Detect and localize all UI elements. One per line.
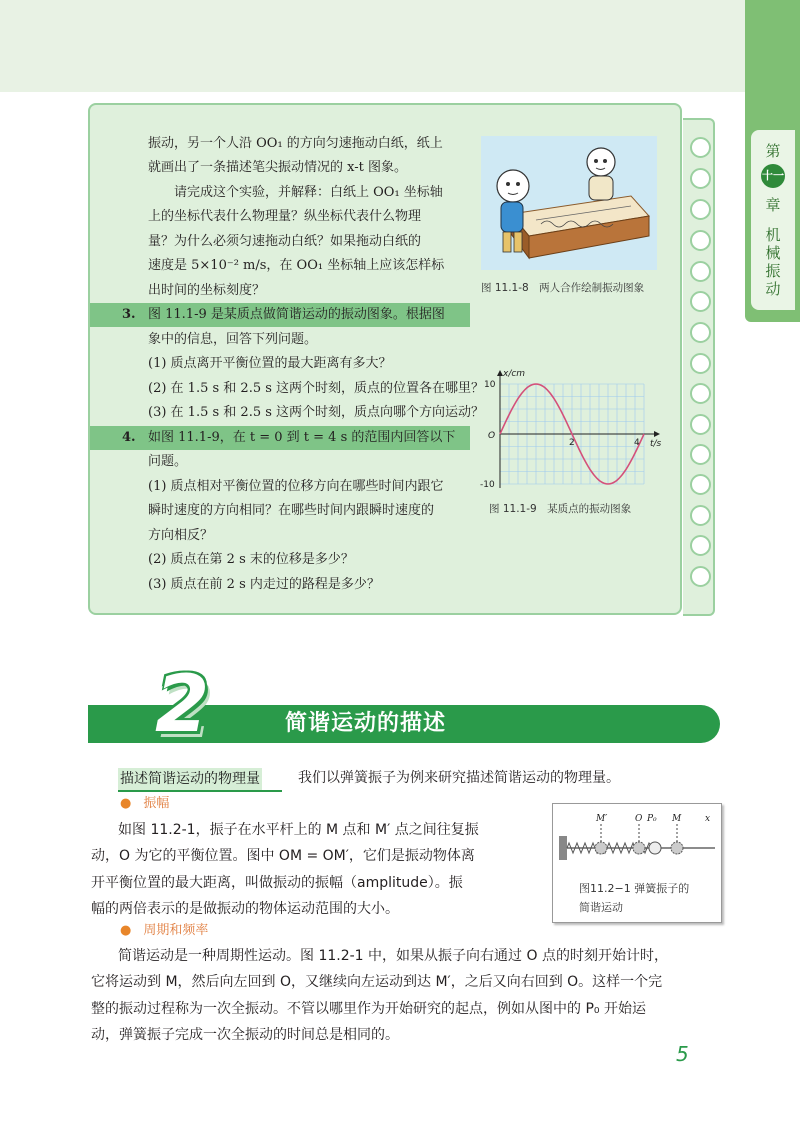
box-intro-line: 速度是 5×10⁻² m/s，在 OO₁ 坐标轴上应该怎样标 [148, 258, 445, 273]
box-intro-line: 就画出了一条描述笔尖振动情况的 x-t 图象。 [148, 160, 407, 175]
paragraph-line: 简谐运动是一种周期性运动。图 11.2-1 中，如果从振子向右通过 O 点的时刻开始计时， [118, 948, 668, 964]
box-intro-line: 上的坐标代表什么物理量？纵坐标代表什么物理 [148, 209, 422, 224]
question-4-line: 瞬时速度的方向相同？在哪些时间内跟瞬时速度的 [148, 503, 435, 518]
chapter-tab-inner [751, 130, 795, 310]
paragraph-line: 如图 11.2-1，振子在水平杆上的 M 点和 M′ 点之间往复振 [118, 822, 479, 838]
binder-ring [690, 383, 711, 404]
x-axis-label: t/s [650, 439, 662, 449]
label-p0: P₀ [647, 814, 657, 824]
question-4-line: 如图 11.1-9，在 t = 0 到 t = 4 s 的范围内回答以下 [148, 430, 456, 445]
spring-oscillator-diagram [553, 804, 721, 874]
label-o: O [635, 814, 643, 824]
origin-label: O [488, 431, 496, 441]
binder-ring [690, 444, 711, 465]
figure-11-2-1-caption-line: 简谐运动 [579, 901, 623, 914]
paragraph-line: 动，O 为它的平衡位置。图中 OM = OM′，它们是振动物体离 [91, 848, 475, 864]
question-3-line: (1) 质点离开平衡位置的最大距离有多大？ [148, 356, 392, 371]
box-intro-line: 出时间的坐标刻度？ [148, 283, 266, 298]
intro-text: 我们以弹簧振子为例来研究描述简谐运动的物理量。 [298, 770, 620, 786]
question-4-line: (2) 质点在第 2 s 末的位移是多少？ [148, 552, 354, 567]
x-axis-arrow [654, 431, 660, 437]
binder-ring [690, 230, 711, 251]
question-3-line: (2) 在 1.5 s 和 2.5 s 这两个时刻，质点的位置各在哪里？ [148, 381, 485, 396]
label-m: M [672, 814, 682, 824]
page-number: 5 [676, 1042, 689, 1066]
question-4-line: 问题。 [148, 454, 188, 469]
section-number: 2 [155, 660, 210, 750]
label-x: x [705, 814, 711, 824]
sub-heading: 描述简谐运动的物理量 [118, 768, 262, 790]
question-4-line: 方向相反？ [148, 528, 214, 543]
spring-oscillator-figure [552, 803, 722, 923]
binder-ring [690, 291, 711, 312]
sub-heading-underline [118, 790, 282, 792]
y-tick-label: 10 [484, 380, 496, 390]
binder-ring [690, 505, 711, 526]
two-people-drawing-illustration [481, 136, 657, 270]
binder-ring [690, 261, 711, 282]
chapter-tab [745, 0, 800, 322]
paragraph-line: 动，弹簧振子完成一次全振动的时间总是相同的。 [91, 1027, 399, 1043]
top-band [0, 0, 800, 92]
paragraph-line: 整的振动过程称为一次全振动。不管以哪里作为开始研究的起点，例如从图中的 P₀ 开始运 [91, 1001, 646, 1017]
y-axis-label: x/cm [503, 369, 526, 379]
binder-ring [690, 168, 711, 189]
question-4-line: (3) 质点在前 2 s 内走过的路程是多少？ [148, 577, 380, 592]
box-intro-line: 请完成这个实验，并解释：白纸上 OO₁ 坐标轴 [148, 185, 443, 200]
chapter-number: 十一 [761, 164, 785, 188]
paragraph-line: 开平衡位置的最大距离，叫做振动的振幅（amplitude）。振 [91, 875, 463, 891]
question-4-number: 4. [122, 430, 136, 445]
x-tick-label: 4 [634, 438, 640, 448]
chapter-prefix: 第 [765, 142, 781, 160]
binder-ring [690, 474, 711, 495]
bullet-amplitude [120, 795, 169, 813]
box-intro-line: 振动，另一个人沿 OO₁ 的方向匀速拖动白纸，纸上 [148, 136, 443, 151]
paragraph-line: 幅的两倍表示的是做振动的物体运动范围的大小。 [91, 901, 399, 917]
figure-11-2-1-caption-line: 图11.2−1 弹簧振子的 [579, 882, 690, 895]
box-intro-line: 量？为什么必须匀速拖动白纸？如果拖动白纸的 [148, 234, 422, 249]
vibration-chart [478, 364, 674, 494]
bullet-amplitude-label: 振幅 [143, 796, 170, 811]
question-3-line: 象中的信息，回答下列问题。 [148, 332, 318, 347]
binder-ring [690, 322, 711, 343]
binder-ring [690, 414, 711, 435]
chapter-suffix: 章 [765, 196, 781, 214]
binder-ring [690, 199, 711, 220]
binder-ring [690, 566, 711, 587]
chapter-title: 机械振动 [765, 226, 781, 298]
x-tick-label: 2 [569, 438, 575, 448]
question-4-line: (1) 质点相对平衡位置的位移方向在哪些时间内跟它 [148, 479, 444, 494]
question-3-line: 图 11.1-9 是某质点做简谐运动的振动图象。根据图 [148, 307, 445, 322]
question-3-line: (3) 在 1.5 s 和 2.5 s 这两个时刻，质点向哪个方向运动？ [148, 405, 485, 420]
binder-ring [690, 535, 711, 556]
figure-illustration [481, 136, 657, 270]
binder-ring [690, 353, 711, 374]
bullet-dot-icon: ● [120, 923, 132, 938]
paragraph-line: 它将运动到 M，然后向左回到 O，又继续向左运动到达 M′，之后又向右回到 O。这样一个完 [91, 974, 663, 990]
bullet-period-frequency [120, 922, 208, 940]
y-tick-label: -10 [480, 480, 495, 490]
label-m-prime: M′ [596, 814, 608, 824]
figure-11-1-9-caption: 图 11.1-9 某质点的振动图象 [489, 503, 632, 515]
bullet-dot-icon: ● [120, 796, 132, 811]
chart-axes [497, 370, 660, 488]
figure-11-1-8-caption: 图 11.1-8 两人合作绘制振动图象 [481, 282, 645, 294]
section-title: 简谐运动的描述 [285, 711, 447, 736]
bullet-period-label: 周期和频率 [143, 923, 209, 938]
question-3-number: 3. [122, 307, 136, 322]
binder-ring [690, 137, 711, 158]
